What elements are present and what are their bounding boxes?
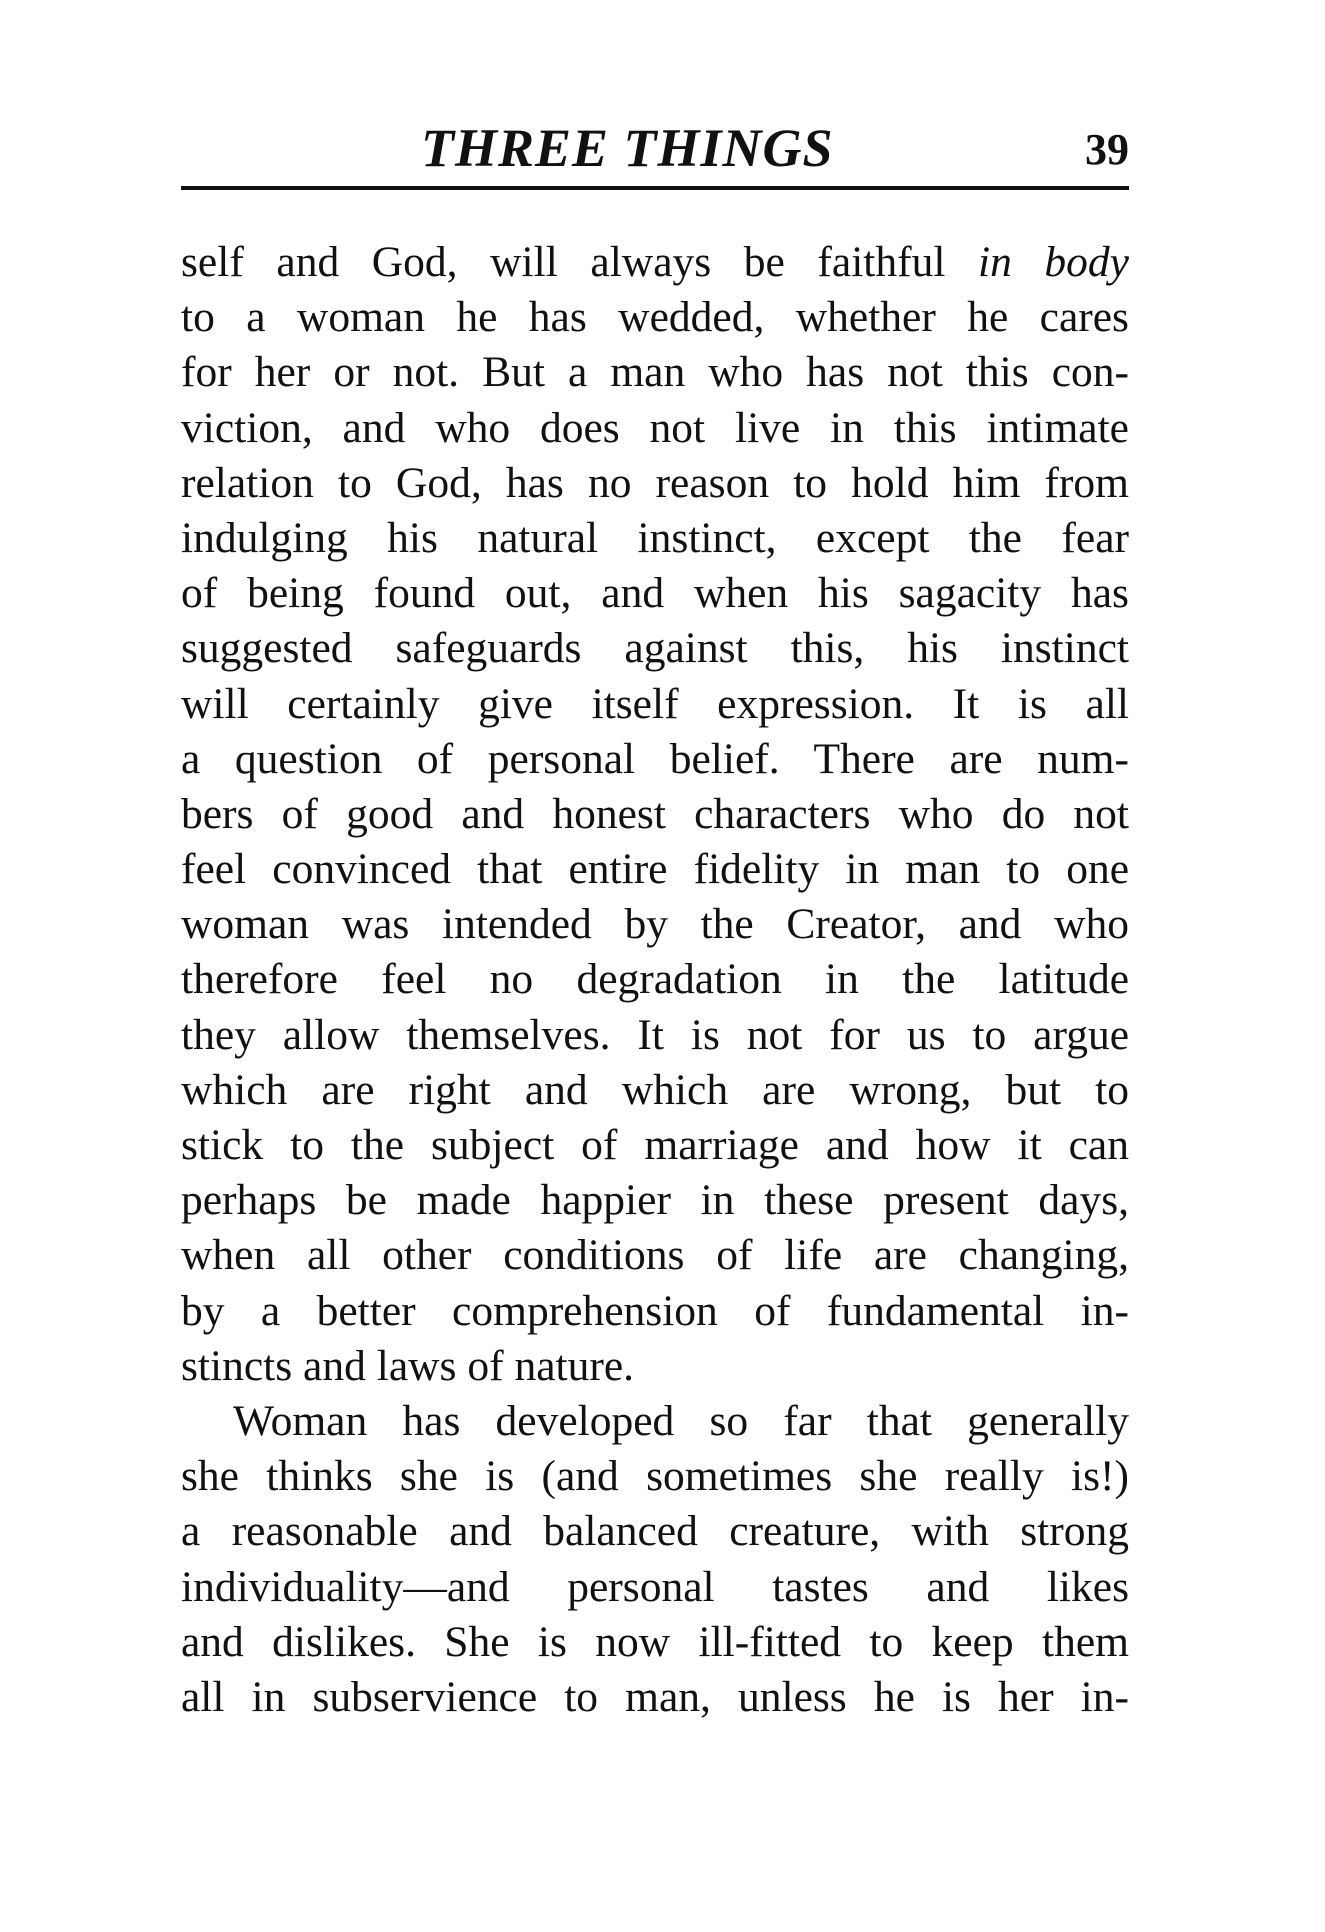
text-line: viction, and who does not live in this intimate <box>181 403 1129 452</box>
emphasis: in body <box>978 238 1129 286</box>
text-line: woman was intended by the Creator, and who <box>181 900 1129 949</box>
text-line: perhaps be made happier in these present days, <box>181 1176 1129 1225</box>
text-line: suggested safeguards against this, his instinct <box>181 624 1129 673</box>
text-line: she thinks she is (and sometimes she really is!) <box>181 1452 1129 1501</box>
text-line: they allow themselves. It is not for us to argue <box>181 1010 1129 1059</box>
text-line: self and God, will always be faithful in body <box>181 238 1129 286</box>
page-header <box>181 118 1129 178</box>
text-line: bers of good and honest characters who do not <box>181 789 1129 838</box>
text-line: will certainly give itself expression. It is all <box>181 679 1129 728</box>
text-line: therefore feel no degradation in the latitude <box>181 955 1129 1004</box>
page-number: 39 <box>1085 125 1129 174</box>
text-line: a question of personal belief. There are num- <box>181 734 1129 783</box>
text-line: by a better comprehension of fundamental in- <box>181 1286 1129 1335</box>
text-line: a reasonable and balanced creature, with strong <box>181 1507 1129 1556</box>
text-line: all in subservience to man, unless he is her in- <box>181 1672 1129 1721</box>
text-line: stick to the subject of marriage and how it can <box>181 1121 1129 1169</box>
text-line: feel convinced that entire fidelity in man to one <box>181 845 1129 894</box>
text-line: Woman has developed so far that generally <box>233 1396 1129 1445</box>
text-line: indulging his natural instinct, except the fear <box>181 513 1129 562</box>
text-line: stincts and laws of nature. <box>181 1341 635 1390</box>
header-rule <box>181 186 1129 190</box>
text-line: individuality—and personal tastes and likes <box>181 1562 1129 1611</box>
text-line: for her or not. But a man who has not this con- <box>181 348 1129 397</box>
running-title: THREE THINGS <box>421 118 834 178</box>
text-line: of being found out, and when his sagacity has <box>181 569 1129 618</box>
body-text <box>181 235 1129 1725</box>
text-line: which are right and which are wrong, but to <box>181 1065 1129 1114</box>
text-line: when all other conditions of life are changing, <box>181 1231 1129 1280</box>
text-line: and dislikes. She is now ill-fitted to keep them <box>181 1617 1129 1666</box>
text-line: relation to God, has no reason to hold him from <box>181 458 1129 507</box>
text-line: to a woman he has wedded, whether he cares <box>181 293 1129 342</box>
